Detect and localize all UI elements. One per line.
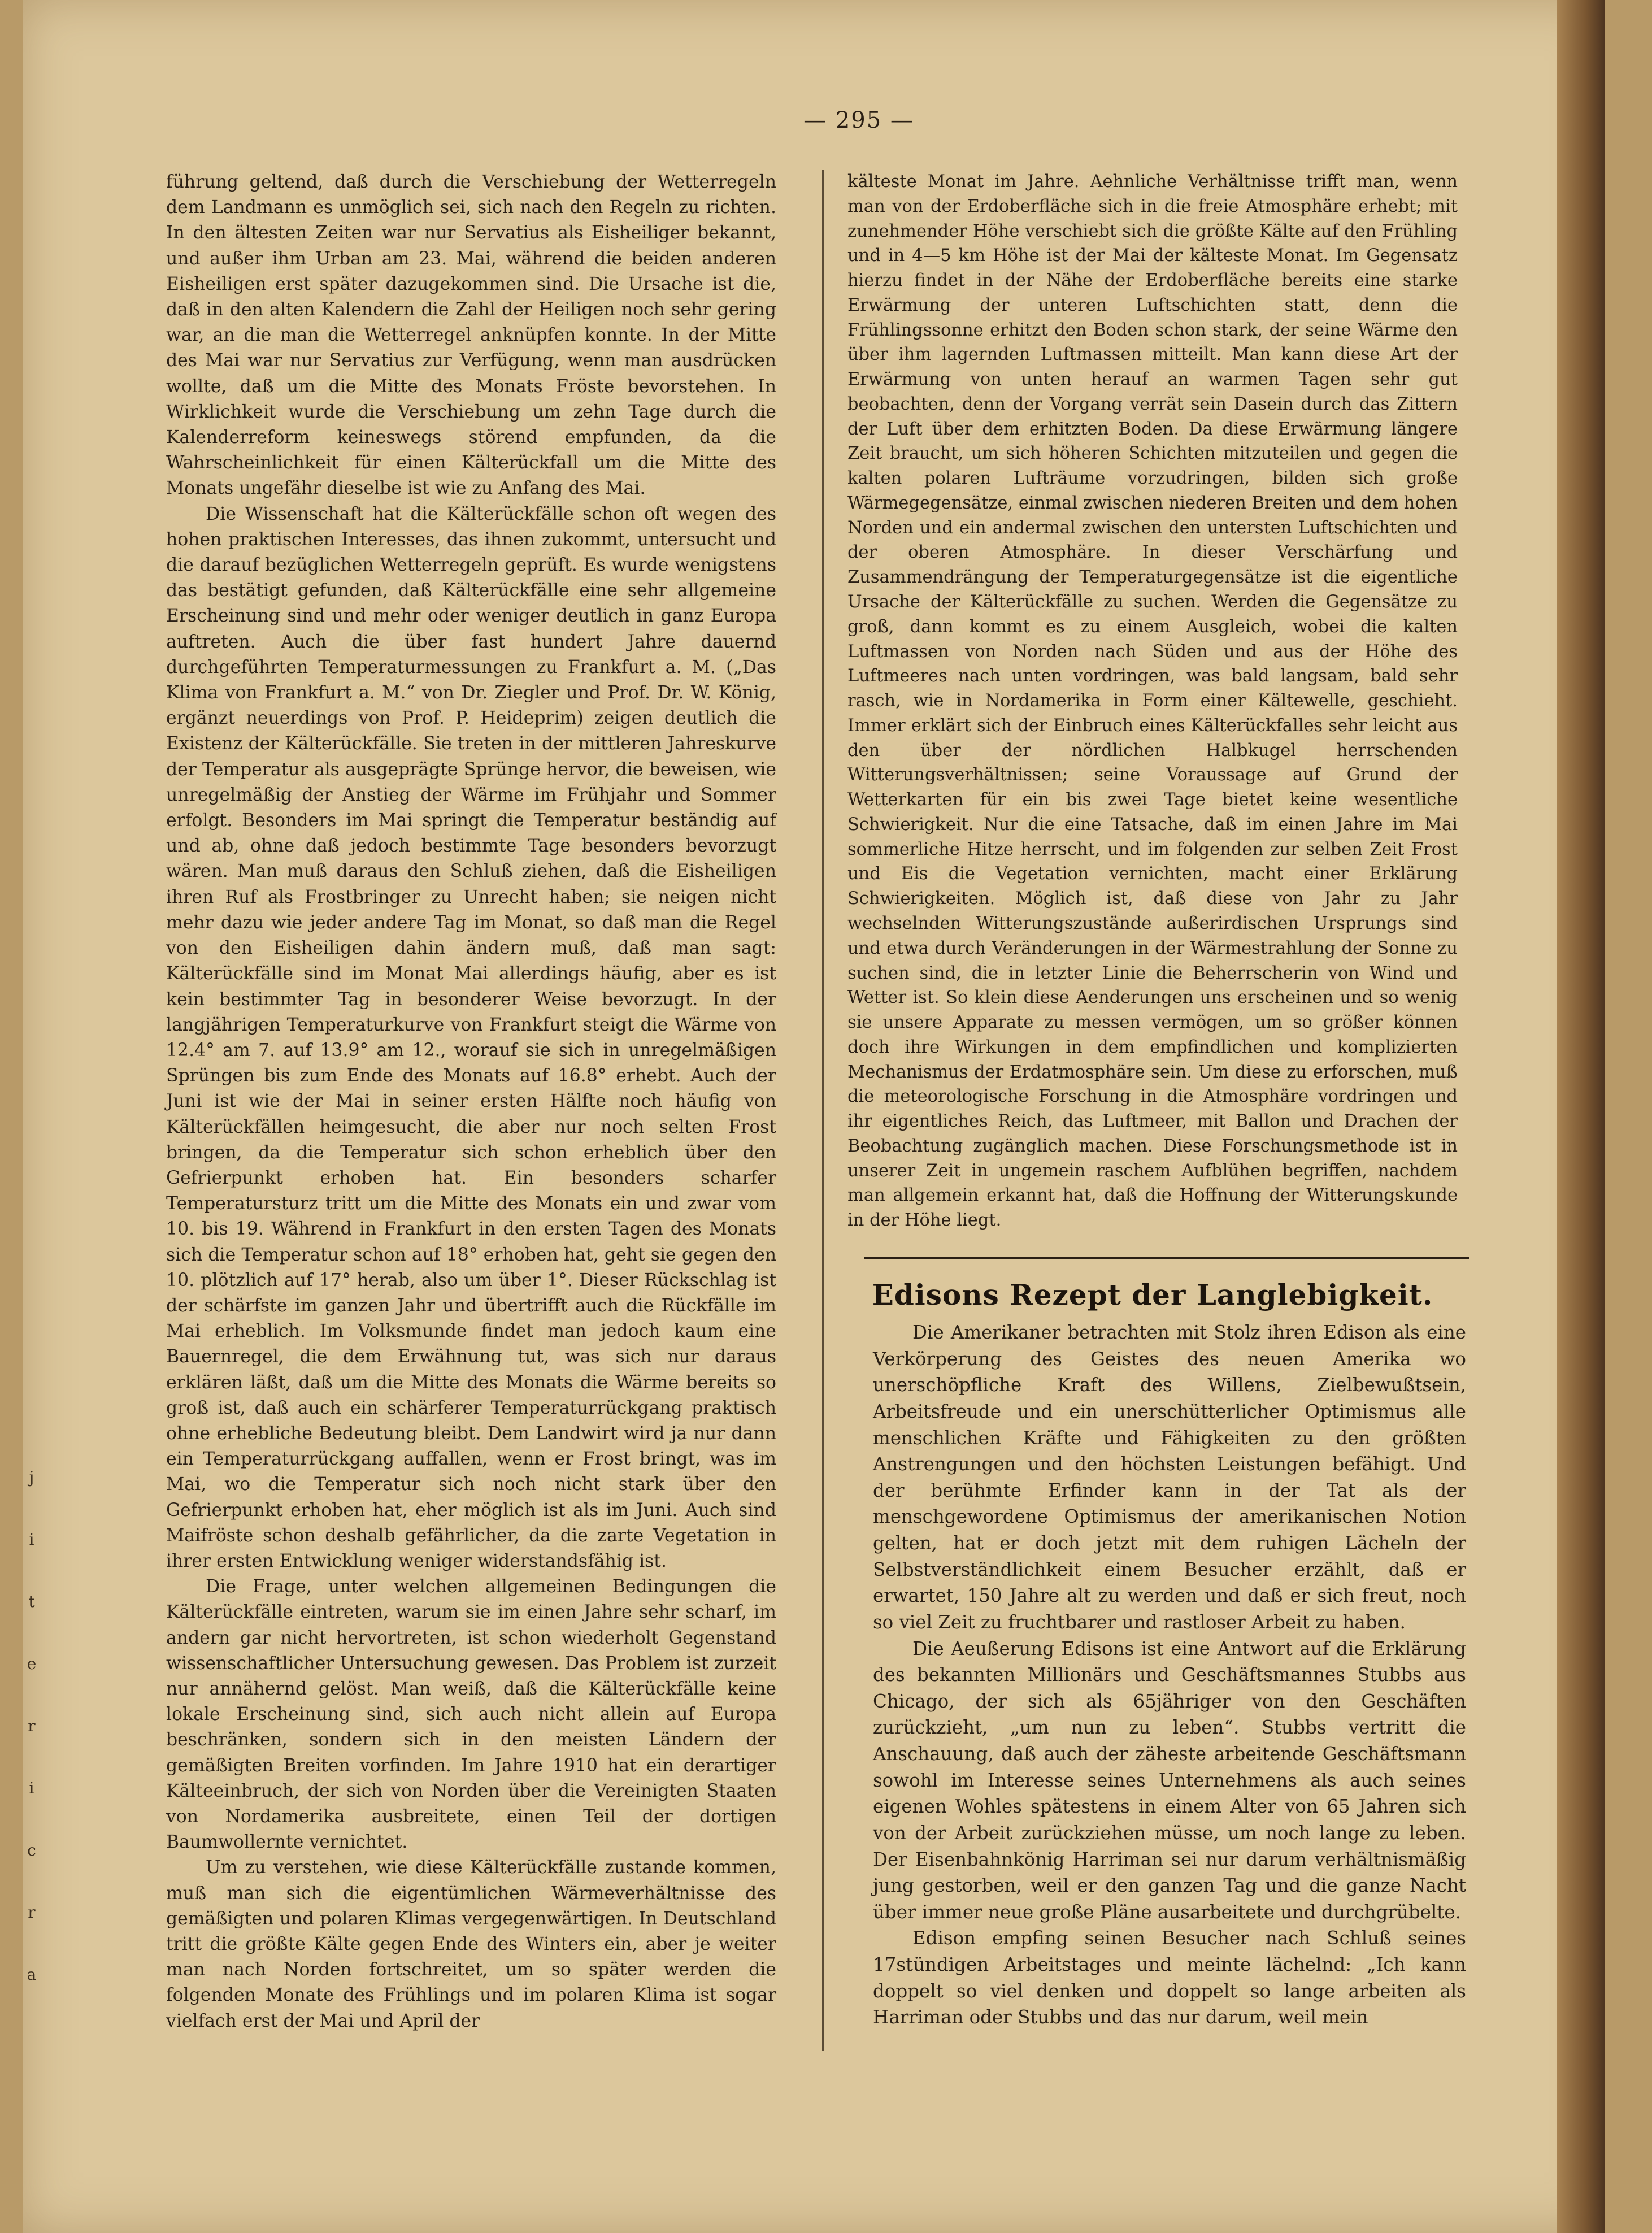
margin-letter: i: [29, 1779, 34, 1797]
margin-letter: r: [28, 1903, 36, 1922]
article-body: [873, 1319, 1466, 2031]
newspaper-page: [23, 0, 1605, 2233]
article-title: Edisons Rezept der Langlebigkeit.: [872, 1278, 1433, 1311]
margin-letter: a: [27, 1965, 37, 1984]
paragraph: Die Amerikaner betrachten mit Stolz ihren Edison als eine Verkörperung des Geistes des neuen Amerika wo unerschöpfliche Kraft des Willens, Zielbewußtsein, Arbeitsfreude und ein unerschütterlicher Optimismus alle menschlichen Kräfte und Fähigkeiten zu den größten Anstrengungen und den höchsten Leistungen befähigt. Und der berühmte Erfinder kann in der Tat als der menschgewordene Optimismus der amerikanischen Notion gelten, hat er doch jetzt mit dem ruhigen Lächeln der Selbstverständlichkeit einem Besucher erzählt, daß er erwartet, 150 Jahre alt zu werden und daß er sich freut, noch so viel Zeit zu fruchtbarer und rastloser Arbeit zu haben.: [873, 1322, 1466, 1633]
page-number: — 295 —: [803, 107, 914, 133]
margin-letter: j: [29, 1468, 34, 1487]
paragraph: kälteste Monat im Jahre. Aehnliche Verhältnisse trifft man, wenn man von der Erdoberfläche sich in die freie Atmosphäre erhebt; mit zunehmender Höhe verschiebt sich die größte Kälte auf den Frühling und in 4—5 km Höhe ist der Mai der kälteste Monat. Im Gegensatz hierzu findet in der Nähe der Erdoberfläche bereits eine starke Erwärmung der unteren Luftschichten statt, denn die Frühlingssonne erhitzt den Boden schon stark, der seine Wärme den über ihm lagernden Luftmassen mitteilt. Man kann diese Art der Erwärmung von unten herauf an warmen Tagen sehr gut beobachten, denn der Vorgang verrät sein Dasein durch das Zittern der Luft über dem erhitzten Boden. Da diese Erwärmung längere Zeit braucht, um sich höheren Schichten mitzuteilen und gegen die kalten polaren Lufträume vorzudringen, bilden sich große Wärmegegensätze, einmal zwischen niederen Breiten und dem hohen Norden und ein andermal zwischen den untersten Luftschichten und der oberen Atmosphäre. In dieser Verschärfung und Zusammendrängung der Temperaturgegensätze ist die eigentliche Ursache der Kälterückfälle zu suchen. Werden die Gegensätze zu groß, dann kommt es zu einem Ausgleich, wobei die kalten Luftmassen von Norden nach Süden und aus der Höhe des Luftmeeres nach unten vordringen, was bald langsam, bald sehr rasch, wie in Nordamerika in Form einer Kältewelle, geschieht. Immer erklärt sich der Einbruch eines Kälterückfalles sehr leicht aus den über der nördlichen Halbkugel herrschenden Witterungsverhältnissen; seine Voraussage auf Grund der Wetterkarten für ein bis zwei Tage bietet keine wesentliche Schwierigkeit. Nur die eine Tatsache, daß im einen Jahre im Mai sommerliche Hitze herrscht, und im folgenden zur selben Zeit Frost und Eis die Vegetation vernichten, macht einer Erklärung Schwierigkeiten. Möglich ist, daß diese von Jahr zu Jahr wechselnden Witterungszustände außerirdischen Ursprungs sind und etwa durch Veränderungen in der Wärmestrahlung der Sonne zu suchen sind, die in letzter Linie die Beherrscherin von Wind und Wetter ist. So klein diese Aenderungen uns erscheinen und so wenig sie unsere Apparate zu messen vermögen, um so größer können doch ihre Wirkungen in dem empfindlichen und komplizierten Mechanismus der Erdatmosphäre sein. Um diese zu erforschen, muß die meteorologische Forschung in die Atmosphäre vordringen und ihr eigentliches Reich, das Luftmeer, mit Ballon und Drachen der Beobachtung zugänglich machen. Diese Forschungsmethode ist in unserer Zeit in ungemein raschem Aufblühen begriffen, nachdem man allgemein erkannt hat, daß die Hoffnung der Witterungskunde in der Höhe liegt.: [847, 172, 1458, 1231]
section-rule: [864, 1257, 1469, 1259]
paragraph: Um zu verstehen, wie diese Kälterückfälle zustande kommen, muß man sich die eigentümlichen Wärmeverhältnisse des gemäßigten und polaren Klimas vergegenwärtigen. In Deutschland tritt die größte Kälte gegen Ende des Winters ein, aber je weiter man nach Norden fortschreitet, um so später werden die folgenden Monate des Frühlings und im polaren Klima ist sogar vielfach erst der Mai und April der: [166, 1857, 776, 2031]
paragraph: Die Wissenschaft hat die Kälterückfälle schon oft wegen des hohen praktischen Interesses, das ihnen zukommt, untersucht und die darauf bezüglichen Wetterregeln geprüft. Es wurde wenigstens das bestätigt gefunden, daß Kälterückfälle eine sehr allgemeine Erscheinung sind und mehr oder weniger deutlich in ganz Europa auftreten. Auch die über fast hundert Jahre dauernd durchgeführten Temperaturmessungen zu Frankfurt a. M. („Das Klima von Frankfurt a. M.“ von Dr. Ziegler und Prof. Dr. W. König, ergänzt neuerdings von Prof. P. Heideprim) zeigen deutlich die Existenz der Kälterückfälle. Sie treten in der mittleren Jahreskurve der Temperatur als ausgeprägte Sprünge hervor, die beweisen, wie unregelmäßig der Anstieg der Wärme im Frühjahr und Sommer erfolgt. Besonders im Mai springt die Temperatur beständig auf und ab, ohne daß jedoch bestimmte Tage besonders bevorzugt wären. Man muß daraus den Schluß ziehen, daß die Eisheiligen ihren Ruf als Frostbringer zu Unrecht haben; sie neigen nicht mehr dazu wie jeder andere Tag im Monat, so daß man die Regel von den Eisheiligen dahin ändern muß, daß man sagt: Kälterückfälle sind im Monat Mai allerdings häufig, aber es ist kein bestimmter Tag in besonderer Weise bevorzugt. In der langjährigen Temperaturkurve von Frankfurt steigt die Wärme von 12.4° am 7. auf 13.9° am 12., worauf sie sich in unregelmäßigen Sprüngen bis zum Ende des Monats auf 16.8° erhebt. Auch der Juni ist wie der Mai in seiner ersten Hälfte noch häufig von Kälterückfällen heimgesucht, die aber nur noch selten Frost bringen, da die Temperatur sich schon erheblich über den Gefrierpunkt erhoben hat. Ein besonders scharfer Temperatursturz tritt um die Mitte des Monats ein und zwar vom 10. bis 19. Während in Frankfurt in den ersten Tagen des Monats sich die Temperatur schon auf 18° erhoben hat, geht sie gegen den 10. plötzlich auf 17° herab, also um über 1°. Dieser Rückschlag ist der schärfste im ganzen Jahr und übertrifft auch die Rückfälle im Mai erheblich. Im Volksmunde findet man jedoch kaum eine Bauernregel, die dem Erwähnung tut, was sich nur daraus erklären läßt, daß um die Mitte des Monats die Wärme bereits so groß ist, daß auch ein schärferer Temperaturrückgang praktisch ohne erhebliche Bedeutung bleibt. Dem Landwirt wird ja nur dann ein Temperaturrückgang auffallen, wenn er Frost bringt, was im Mai, wo die Temperatur sich noch nicht stark über den Gefrierpunkt erhoben hat, eher möglich ist als im Juni. Auch sind Maifröste schon deshalb gefährlicher, da die zarte Vegetation in ihrer ersten Entwicklung weniger widerstandsfähig ist.: [166, 503, 776, 1571]
left-column: [166, 170, 776, 2034]
paragraph: Die Aeußerung Edisons ist eine Antwort auf die Erklärung des bekannten Millionärs und Geschäftsmannes Stubbs aus Chicago, der sich als 65jähriger von den Geschäften zurückzieht, „um nun zu leben“. Stubbs vertritt die Anschauung, daß auch der zäheste arbeitende Geschäftsmann sowohl im Interesse seines Unternehmens als auch seines eigenen Wohles spätestens in einem Alter von 65 Jahren sich von der Arbeit zurückziehen müsse, um noch lange zu leben. Der Eisenbahnkönig Harriman sei nur darum verhältnismäßig jung gestorben, weil er den ganzen Tag und die ganze Nacht über immer neue große Pläne ausarbeitete und durchgrübelte.: [873, 1637, 1466, 1923]
right-column: [847, 170, 1458, 1233]
margin-letter: e: [27, 1654, 37, 1673]
column-divider: [822, 170, 824, 2051]
margin-letter: r: [28, 1717, 36, 1735]
margin-letter: c: [27, 1841, 36, 1860]
margin-letters: [25, 1446, 38, 2006]
paragraph: Edison empfing seinen Besucher nach Schluß seines 17stündigen Arbeitstages und meinte lächelnd: „Ich kann doppelt so viel denken und doppelt so lange arbeiten als Harriman oder Stubbs und das nur darum, weil mein: [873, 1927, 1466, 2028]
book-spine: [1557, 0, 1605, 2233]
paragraph: führung geltend, daß durch die Verschiebung der Wetterregeln dem Landmann es unmöglich sei, sich nach den Regeln zu richten. In den ältesten Zeiten war nur Servatius als Eisheiliger bekannt, und außer ihm Urban am 23. Mai, während die beiden anderen Eisheiligen erst später dazugekommen sind. Die Ursache ist die, daß in den alten Kalendern die Zahl der Heiligen noch sehr gering war, an die man die Wetterregel anknüpfen konnte. In der Mitte des Mai war nur Servatius zur Verfügung, wenn man ausdrücken wollte, daß um die Mitte des Monats Fröste bevorstehen. In Wirklichkeit wurde die Verschiebung um zehn Tage durch die Kalenderreform keineswegs störend empfunden, da die Wahrscheinlichkeit für einen Kälterückfall um die Mitte des Monats ungefähr dieselbe ist wie zu Anfang des Mai.: [166, 172, 776, 499]
margin-letter: t: [28, 1592, 35, 1611]
margin-letter: i: [29, 1530, 34, 1549]
paragraph: Die Frage, unter welchen allgemeinen Bedingungen die Kälterückfälle eintreten, warum sie im einen Jahre sehr scharf, im andern gar nicht hervortreten, ist schon wiederholt Gegenstand wissenschaftlicher Untersuchung gewesen. Das Problem ist zurzeit nur annähernd gelöst. Man weiß, daß die Kälterückfälle keine lokale Erscheinung sind, sich auch nicht allein auf Europa beschränken, sondern sich in den meisten Ländern der gemäßigten Breiten vorfinden. Im Jahre 1910 hat ein derartiger Kälteeinbruch, der sich von Norden über die Vereinigten Staaten von Nordamerika ausbreitete, einen Teil der dortigen Baumwollernte vernichtet.: [166, 1576, 776, 1853]
